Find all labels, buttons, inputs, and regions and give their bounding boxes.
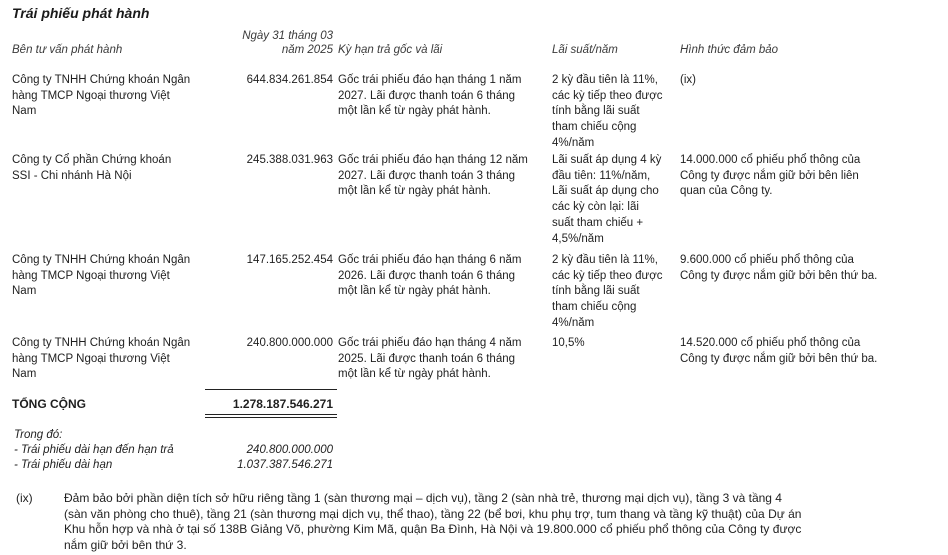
- table-row-1-amount: 644.834.261.854: [246, 74, 333, 86]
- header-term: Kỳ hạn trả gốc và lãi: [338, 44, 443, 56]
- header-security: Hình thức đảm bảo: [680, 44, 779, 56]
- total-label: TỔNG CỘNG: [12, 397, 86, 411]
- footnote-marker: (ix): [16, 491, 33, 505]
- table-row-4-amount: 240.800.000.000: [246, 337, 333, 349]
- table-row-3-amount: 147.165.252.454: [246, 254, 333, 266]
- table-row-1-advisor: Công ty TNHH Chứng khoán Ngân hàng TMCP Ngoại thương Việt Nam: [12, 74, 191, 118]
- footnote-text: Đảm bảo bởi phần diện tích sở hữu riêng tầng 1 (sàn thương mại – dịch vụ), tầng 2 (sàn nhà trẻ, thương mại dịch vụ), tầng 3 và tầng 4 (sàn văn phòng cho thuê), tầng 21 (sàn thương mại dịch vụ, thể thao), tầng 22 (bể bơi, khu phụ trợ, tum thang và tầng kỹ thuật) của Dự án Khu hỗn hợp và nhà ở tại số 138B Giảng Võ, phường Kim Mã, quận Ba Đình, Hà Nội và 19.800.000 cổ phiếu phổ thông của Công ty được nắm giữ bởi bên thứ 3.: [64, 491, 802, 553]
- total-bottom-rule-2: [205, 417, 337, 418]
- table-row-4-rate: 10,5%: [552, 337, 585, 349]
- breakdown-item-label: - Trái phiếu dài hạn đến hạn trả: [14, 444, 174, 456]
- table-row-3-term: Gốc trái phiếu đáo hạn tháng 6 năm 2026. Lãi được thanh toán 6 tháng một lần kể từ ngày phát hành.: [338, 254, 522, 298]
- table-row-2-term: Gốc trái phiếu đáo hạn tháng 12 năm 2027. Lãi được thanh toán 3 tháng một lần kể từ ngày phát hành.: [338, 154, 528, 198]
- table-row-4-security: 14.520.000 cổ phiếu phổ thông của Công ty được nắm giữ bởi bên thứ ba.: [680, 337, 878, 365]
- section-title: Trái phiếu phát hành: [12, 5, 150, 21]
- header-date-line2: năm 2025: [281, 44, 333, 56]
- header-date: [205, 29, 333, 57]
- table-row-2-security: 14.000.000 cổ phiếu phổ thông của Công ty được nắm giữ bởi bên liên quan của Công ty.: [680, 154, 861, 198]
- breakdown-item-label: - Trái phiếu dài hạn: [14, 459, 113, 471]
- total-amount: 1.278.187.546.271: [232, 397, 333, 411]
- table-row-4-term: Gốc trái phiếu đáo hạn tháng 4 năm 2025. Lãi được thanh toán 6 tháng một lần kể từ ngày phát hành.: [338, 337, 522, 381]
- header-date-line1: Ngày 31 tháng 03: [242, 30, 333, 42]
- table-row-3-rate: 2 kỳ đầu tiên là 11%, các kỳ tiếp theo được tính bằng lãi suất tham chiếu cộng 4%/năm: [552, 254, 663, 329]
- table-row-1-term: Gốc trái phiếu đáo hạn tháng 1 năm 2027. Lãi được thanh toán 6 tháng một lần kể từ ngày phát hành.: [338, 74, 522, 118]
- total-top-rule: [205, 389, 337, 390]
- breakdown-heading: Trong đó:: [14, 429, 63, 441]
- table-row-2-rate: Lãi suất áp dụng 4 kỳ đầu tiên: 11%/năm, Lãi suất áp dụng cho các kỳ còn lại: lãi suất tham chiếu + 4,5%/năm: [552, 154, 662, 245]
- breakdown-item-amount: 1.037.387.546.271: [237, 459, 333, 471]
- breakdown-item-amount: 240.800.000.000: [246, 444, 333, 456]
- table-row-2-amount: 245.388.031.963: [246, 154, 333, 166]
- table-row-3-advisor: Công ty TNHH Chứng khoán Ngân hàng TMCP Ngoại thương Việt Nam: [12, 254, 191, 298]
- header-advisor: Bên tư vấn phát hành: [12, 44, 123, 56]
- total-bottom-rule-1: [205, 414, 337, 415]
- table-row-1-rate: 2 kỳ đầu tiên là 11%, các kỳ tiếp theo được tính bằng lãi suất tham chiếu cộng 4%/năm: [552, 74, 663, 149]
- header-rate: Lãi suất/năm: [552, 44, 618, 56]
- table-row-2-advisor: Công ty Cổ phần Chứng khoán SSI - Chi nhánh Hà Nội: [12, 154, 172, 182]
- table-row-1-security: (ix): [680, 74, 696, 86]
- table-row-3-security: 9.600.000 cổ phiếu phổ thông của Công ty được nắm giữ bởi bên thứ ba.: [680, 254, 878, 282]
- table-row-4-advisor: Công ty TNHH Chứng khoán Ngân hàng TMCP Ngoại thương Việt Nam: [12, 337, 191, 381]
